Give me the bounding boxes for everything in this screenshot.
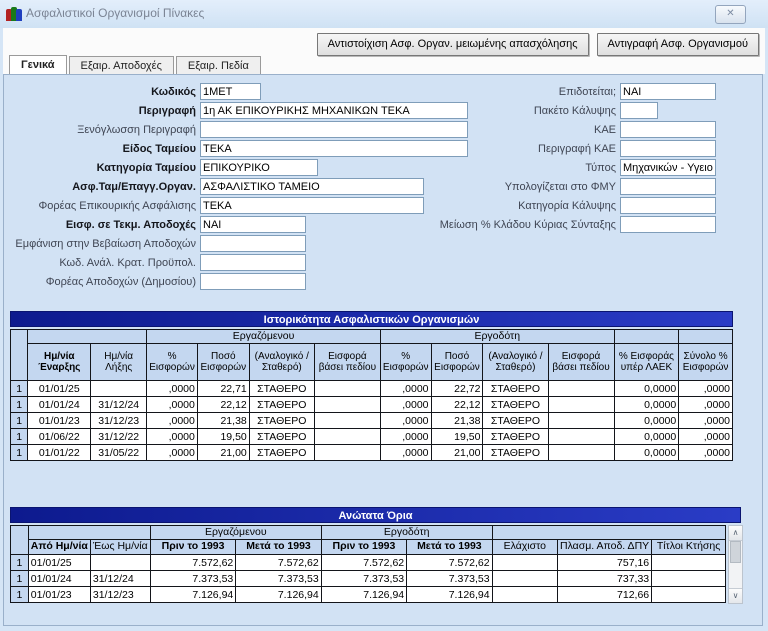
form-row xyxy=(424,196,716,215)
table-cell[interactable] xyxy=(314,445,380,461)
table-cell[interactable] xyxy=(492,571,557,587)
scrollbar-thumb[interactable] xyxy=(730,541,741,563)
row-selector[interactable]: 1 xyxy=(11,381,28,397)
table-row[interactable] xyxy=(11,587,726,603)
copy-insurance-org-button[interactable]: Αντιγραφή Ασφ. Οργανισμού xyxy=(597,33,760,56)
limits-grid-title: Ανώτατα Όρια xyxy=(10,507,741,523)
table-cell[interactable]: 7.126,94 xyxy=(150,587,235,603)
table-cell[interactable]: ,0000 xyxy=(380,397,431,413)
column-group-header xyxy=(614,330,679,344)
table-cell[interactable]: 7.126,94 xyxy=(236,587,321,603)
column-header[interactable]: Ημ/νία Έναρξης xyxy=(28,344,91,381)
table-cell[interactable] xyxy=(548,413,614,429)
table-cell[interactable]: ΣΤΑΘΕΡΟ xyxy=(483,413,548,429)
table-cell[interactable]: 01/01/25 xyxy=(28,555,90,571)
table-cell[interactable]: 0,0000 xyxy=(614,413,679,429)
table-cell[interactable]: 7.126,94 xyxy=(407,587,492,603)
history-grid-title: Ιστορικότητα Ασφαλιστικών Οργανισμών xyxy=(10,311,733,327)
column-group-header: Εργαζόμενου xyxy=(147,330,381,344)
field-label: Εισφ. σε Τεκμ. Αποδοχές xyxy=(65,218,196,231)
form-row xyxy=(10,158,468,177)
people-icon xyxy=(6,5,24,21)
close-icon: ✕ xyxy=(726,8,735,19)
table-cell[interactable] xyxy=(548,397,614,413)
table-cell[interactable]: 31/12/24 xyxy=(90,571,150,587)
table-cell[interactable]: ,0000 xyxy=(147,381,198,397)
field-label: Φορέας Αποδοχών (Δημοσίου) xyxy=(45,275,196,288)
column-header[interactable]: Πριν το 1993 xyxy=(321,540,406,555)
limits-grid xyxy=(10,525,726,603)
form-row xyxy=(10,253,468,272)
field-input[interactable] xyxy=(620,83,716,100)
table-row[interactable] xyxy=(11,397,733,413)
match-reduced-employment-org-button[interactable]: Αντιστοίχιση Ασφ. Οργαν. μειωμένης απασχόλησης xyxy=(317,33,589,56)
field-label: Μείωση % Κλάδου Κύριας Σύνταξης xyxy=(439,218,616,231)
table-cell[interactable]: ,0000 xyxy=(679,445,733,461)
row-selector[interactable]: 1 xyxy=(11,555,29,571)
field-label: Περιγραφή xyxy=(138,104,196,117)
field-input[interactable] xyxy=(200,235,306,252)
table-cell[interactable]: ,0000 xyxy=(679,397,733,413)
table-cell[interactable]: 0,0000 xyxy=(614,397,679,413)
table-cell[interactable]: 31/12/23 xyxy=(91,413,147,429)
table-cell[interactable]: ΣΤΑΘΕΡΟ xyxy=(483,397,548,413)
field-label: Πακέτο Κάλυψης xyxy=(533,104,616,117)
form-row xyxy=(424,82,716,101)
row-selector[interactable]: 1 xyxy=(11,429,28,445)
table-cell[interactable]: 22,71 xyxy=(197,381,249,397)
table-cell[interactable]: ,0000 xyxy=(679,413,733,429)
column-header[interactable]: Μετά το 1993 xyxy=(407,540,492,555)
table-cell[interactable]: 31/12/22 xyxy=(91,429,147,445)
table-cell[interactable]: 0,0000 xyxy=(614,381,679,397)
table-cell[interactable]: ,0000 xyxy=(147,445,198,461)
field-label: Τύπος xyxy=(585,161,616,174)
table-cell[interactable]: 7.126,94 xyxy=(321,587,406,603)
table-cell[interactable]: ΣΤΑΘΕΡΟ xyxy=(483,445,548,461)
form-row xyxy=(10,234,468,253)
table-row[interactable] xyxy=(11,429,733,445)
table-cell[interactable] xyxy=(314,413,380,429)
table-cell[interactable]: ΣΤΑΘΕΡΟ xyxy=(249,397,314,413)
history-grid xyxy=(10,329,733,461)
table-cell[interactable] xyxy=(652,555,726,571)
field-input[interactable] xyxy=(200,254,306,271)
field-label: Κωδικός xyxy=(151,85,196,98)
form-row xyxy=(424,120,716,139)
column-header[interactable]: Μετά το 1993 xyxy=(236,540,321,555)
form-column-left xyxy=(10,82,468,291)
tab-excluded-fields[interactable]: Εξαιρ. Πεδία xyxy=(176,56,261,74)
table-cell[interactable]: 31/05/22 xyxy=(91,445,147,461)
limits-grid-section xyxy=(10,507,726,603)
general-tab-panel xyxy=(3,74,763,626)
table-cell[interactable]: ΣΤΑΘΕΡΟ xyxy=(249,413,314,429)
table-cell[interactable]: 19,50 xyxy=(197,429,249,445)
table-cell[interactable]: 19,50 xyxy=(431,429,483,445)
scroll-up-icon[interactable]: ∧ xyxy=(729,526,742,541)
column-header[interactable]: % Εισφορών xyxy=(380,344,431,381)
table-cell[interactable]: 22,72 xyxy=(431,381,483,397)
table-cell[interactable] xyxy=(314,429,380,445)
table-cell[interactable]: 7.373,53 xyxy=(321,571,406,587)
form-row xyxy=(10,120,468,139)
table-cell[interactable]: 01/01/24 xyxy=(28,571,90,587)
field-input[interactable] xyxy=(620,102,658,119)
table-row[interactable] xyxy=(11,413,733,429)
limits-grid-scrollbar[interactable] xyxy=(728,525,743,604)
table-cell[interactable]: 31/12/23 xyxy=(90,587,150,603)
table-row[interactable] xyxy=(11,445,733,461)
table-cell[interactable]: 01/01/23 xyxy=(28,413,91,429)
form-row xyxy=(424,177,716,196)
field-label: Ασφ.Ταμ/Επαγγ.Οργαν. xyxy=(72,180,196,193)
row-selector[interactable]: 1 xyxy=(11,413,28,429)
column-header[interactable]: Ελάχιστο xyxy=(492,540,557,555)
table-cell[interactable]: 7.572,62 xyxy=(321,555,406,571)
table-cell[interactable] xyxy=(652,587,726,603)
field-input[interactable] xyxy=(200,216,306,233)
table-cell[interactable]: 01/01/22 xyxy=(28,445,91,461)
row-selector[interactable]: 1 xyxy=(11,397,28,413)
column-header[interactable]: Σύνολο % Εισφορών xyxy=(679,344,733,381)
table-cell[interactable]: 01/01/23 xyxy=(28,587,90,603)
field-label: Εμφάνιση στην Βεβαίωση Αποδοχών xyxy=(15,237,196,250)
table-cell[interactable]: 22,12 xyxy=(431,397,483,413)
field-label: Περιγραφή ΚΑΕ xyxy=(538,142,616,155)
form-row xyxy=(10,139,468,158)
title-bar xyxy=(0,0,768,28)
table-cell[interactable]: 7.572,62 xyxy=(150,555,235,571)
data-grid xyxy=(10,525,726,603)
table-cell[interactable] xyxy=(492,587,557,603)
column-header[interactable]: Από Ημ/νία xyxy=(28,540,90,555)
close-button[interactable] xyxy=(715,5,746,24)
table-cell[interactable]: ΣΤΑΘΕΡΟ xyxy=(249,445,314,461)
table-cell[interactable]: 0,0000 xyxy=(614,445,679,461)
column-header[interactable]: Πριν το 1993 xyxy=(150,540,235,555)
form-row xyxy=(10,215,468,234)
table-cell[interactable]: ,0000 xyxy=(147,429,198,445)
window-title: Ασφαλιστικοί Οργανισμοί Πίνακες xyxy=(26,6,205,20)
table-cell[interactable]: 712,66 xyxy=(557,587,651,603)
column-header[interactable]: Εισφορά βάσει πεδίου xyxy=(548,344,614,381)
form-row xyxy=(10,82,468,101)
table-cell[interactable]: ΣΤΑΘΕΡΟ xyxy=(249,429,314,445)
table-cell[interactable] xyxy=(492,555,557,571)
column-header[interactable]: (Αναλογικό / Σταθερό) xyxy=(249,344,314,381)
history-grid-section xyxy=(10,311,733,461)
field-input[interactable] xyxy=(200,197,424,214)
table-cell[interactable]: 31/12/24 xyxy=(91,397,147,413)
row-selector[interactable]: 1 xyxy=(11,571,29,587)
field-label: Κατηγορία Ταμείου xyxy=(96,161,196,174)
form-row xyxy=(10,177,468,196)
table-cell[interactable]: 7.373,53 xyxy=(150,571,235,587)
table-cell[interactable] xyxy=(548,381,614,397)
tab-general[interactable]: Γενικά xyxy=(9,55,67,74)
table-cell[interactable]: ,0000 xyxy=(679,429,733,445)
column-group-header xyxy=(28,526,150,540)
table-cell[interactable]: ,0000 xyxy=(380,413,431,429)
table-cell[interactable] xyxy=(314,397,380,413)
field-input[interactable] xyxy=(620,121,716,138)
form-row xyxy=(10,272,468,291)
column-group-header xyxy=(679,330,733,344)
form-row xyxy=(10,196,468,215)
table-cell[interactable]: 7.572,62 xyxy=(236,555,321,571)
form-row xyxy=(424,215,716,234)
table-cell[interactable]: ΣΤΑΘΕΡΟ xyxy=(483,429,548,445)
table-cell[interactable]: 21,38 xyxy=(431,413,483,429)
column-header[interactable]: Πλασμ. Αποδ. ΔΠΥ xyxy=(557,540,651,555)
field-input[interactable] xyxy=(620,140,716,157)
table-cell[interactable]: 21,38 xyxy=(197,413,249,429)
table-row[interactable] xyxy=(11,555,726,571)
table-cell[interactable] xyxy=(652,571,726,587)
form-row xyxy=(424,139,716,158)
field-label: Κωδ. Ανάλ. Κρατ. Προϋπολ. xyxy=(59,256,196,269)
field-input[interactable] xyxy=(620,159,716,176)
field-label: Φορέας Επικουρικής Ασφάλισης xyxy=(38,199,196,212)
table-cell[interactable]: 7.373,53 xyxy=(236,571,321,587)
tab-header-strip xyxy=(3,28,765,74)
field-label: Επιδοτείται; xyxy=(558,85,616,98)
column-header[interactable]: Ποσό Εισφορών xyxy=(431,344,483,381)
table-row[interactable] xyxy=(11,381,733,397)
table-cell[interactable]: 01/06/22 xyxy=(28,429,91,445)
column-header[interactable]: Τίτλοι Κτήσης xyxy=(652,540,726,555)
table-cell[interactable]: 7.373,53 xyxy=(407,571,492,587)
field-label: Υπολογίζεται στο ΦΜΥ xyxy=(504,180,616,193)
table-cell[interactable]: ,0000 xyxy=(679,381,733,397)
row-selector[interactable]: 1 xyxy=(11,587,29,603)
column-header[interactable]: % Εισφορών xyxy=(147,344,198,381)
field-input[interactable] xyxy=(200,273,306,290)
column-header[interactable]: % Εισφοράς υπέρ ΛΑΕΚ xyxy=(614,344,679,381)
column-header[interactable]: Ημ/νία Λήξης xyxy=(91,344,147,381)
table-cell[interactable] xyxy=(91,381,147,397)
table-cell[interactable]: 757,16 xyxy=(557,555,651,571)
table-cell[interactable]: ,0000 xyxy=(147,413,198,429)
row-selector-header xyxy=(11,330,28,381)
form-row xyxy=(10,101,468,120)
field-input[interactable] xyxy=(200,178,424,195)
field-input[interactable] xyxy=(620,216,716,233)
table-cell[interactable]: ,0000 xyxy=(380,381,431,397)
tab-bar xyxy=(9,55,263,74)
column-header[interactable]: Έως Ημ/νία xyxy=(90,540,150,555)
column-header[interactable]: Εισφορά βάσει πεδίου xyxy=(314,344,380,381)
table-cell[interactable]: 01/01/24 xyxy=(28,397,91,413)
form-column-right xyxy=(424,82,716,234)
data-grid xyxy=(10,329,733,461)
column-group-header: Εργαζόμενου xyxy=(150,526,321,540)
table-cell[interactable]: 22,12 xyxy=(197,397,249,413)
table-cell[interactable]: 21,00 xyxy=(431,445,483,461)
tab-excluded-earnings[interactable]: Εξαιρ. Αποδοχές xyxy=(69,56,174,74)
scroll-down-icon[interactable]: ∨ xyxy=(729,588,742,603)
table-cell[interactable]: ,0000 xyxy=(380,445,431,461)
table-cell[interactable]: ,0000 xyxy=(380,429,431,445)
field-input[interactable] xyxy=(200,159,318,176)
table-cell[interactable]: 21,00 xyxy=(197,445,249,461)
table-cell[interactable]: ΣΤΑΘΕΡΟ xyxy=(483,381,548,397)
field-label: Ξενόγλωσση Περιγραφή xyxy=(77,123,196,136)
field-label: ΚΑΕ xyxy=(593,123,616,136)
form-row xyxy=(424,158,716,177)
table-cell[interactable] xyxy=(548,429,614,445)
form-row xyxy=(424,101,716,120)
table-row[interactable] xyxy=(11,571,726,587)
toolbar xyxy=(317,33,759,56)
table-cell[interactable] xyxy=(314,381,380,397)
column-header[interactable]: Ποσό Εισφορών xyxy=(197,344,249,381)
column-group-header: Εργοδότη xyxy=(380,330,614,344)
table-cell[interactable]: 0,0000 xyxy=(614,429,679,445)
table-cell[interactable]: 737,33 xyxy=(557,571,651,587)
table-cell[interactable]: ,0000 xyxy=(147,397,198,413)
column-header[interactable]: (Αναλογικό / Σταθερό) xyxy=(483,344,548,381)
field-label: Κατηγορία Κάλυψης xyxy=(518,199,616,212)
table-cell[interactable]: 7.572,62 xyxy=(407,555,492,571)
field-label: Είδος Ταμείου xyxy=(122,142,196,155)
table-cell[interactable] xyxy=(90,555,150,571)
table-cell[interactable] xyxy=(548,445,614,461)
column-group-header xyxy=(492,526,725,540)
column-group-header xyxy=(28,330,147,344)
field-input[interactable] xyxy=(620,178,716,195)
table-cell[interactable]: ΣΤΑΘΕΡΟ xyxy=(249,381,314,397)
row-selector-header xyxy=(11,526,29,555)
table-cell[interactable]: 01/01/25 xyxy=(28,381,91,397)
row-selector[interactable]: 1 xyxy=(11,445,28,461)
column-group-header: Εργοδότη xyxy=(321,526,492,540)
field-input[interactable] xyxy=(620,197,716,214)
field-input[interactable] xyxy=(200,83,261,100)
